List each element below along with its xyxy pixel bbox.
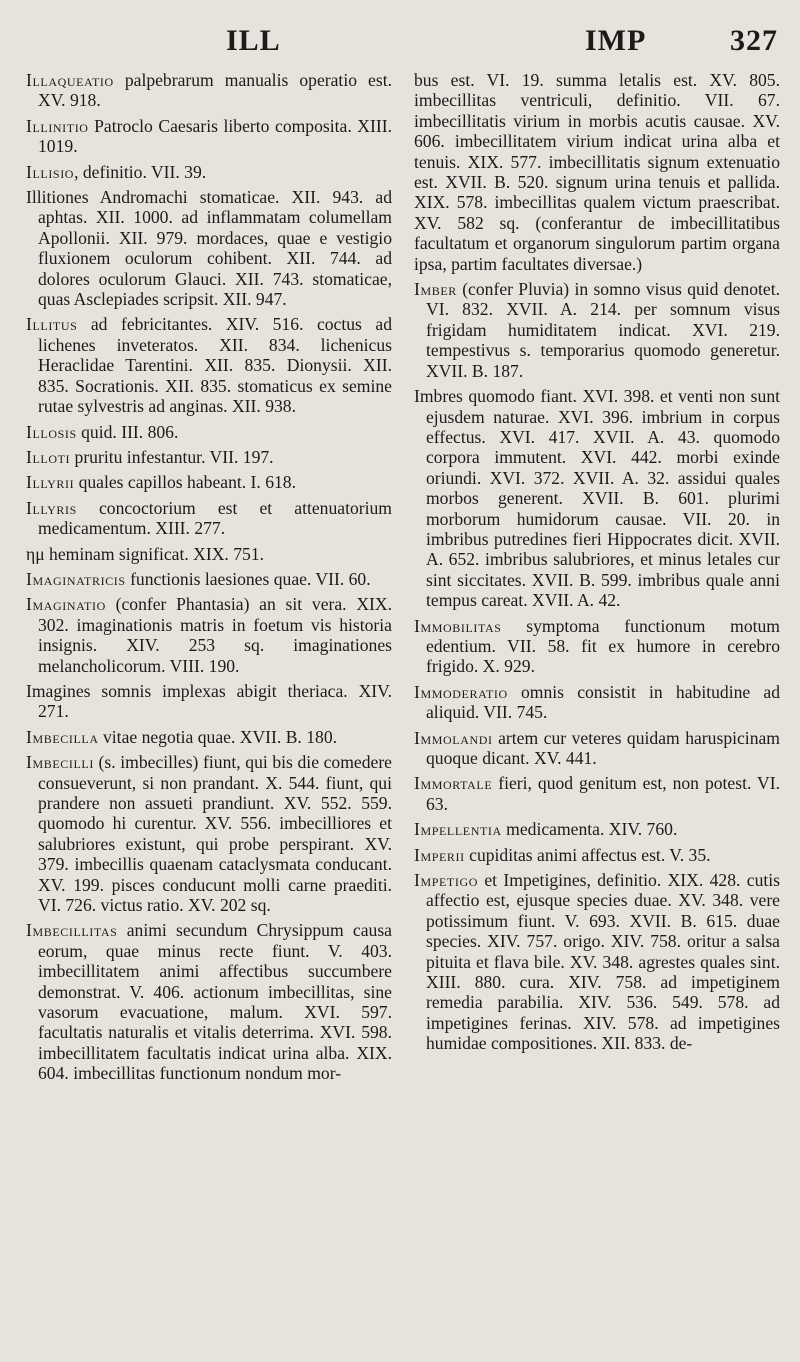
entry-text: Imagines somnis implexas abigit theriaca. XIV. 271.: [26, 680, 392, 722]
index-entry: [26, 752, 392, 915]
index-entry: [414, 819, 780, 839]
entry-lemma: Immortale: [414, 773, 493, 794]
index-entry: [26, 472, 392, 492]
entry-lemma: Imbecilli: [26, 752, 94, 773]
entry-text: (s. imbecilles) fiunt, qui bis die comedere consueverunt, si non prandant. X. 544. fiunt, qui prandere non assueti prandiunt. XV. 552. 559. quomodo hi curentur. XV. 556. imbecilliores et salubriores existunt, qui probe perspirant. XV. 379. imbecillis quaenam cataclysmata conducant. XV. 199. pisces conducunt molli carne praediti. VI. 726. victus ratio. XV. 202 sq.: [38, 752, 392, 916]
running-head-left: ILL: [226, 24, 281, 57]
index-entry: [26, 422, 392, 442]
index-entry: [26, 498, 392, 539]
entry-lemma: Illosis: [26, 421, 77, 442]
entry-lemma: Immolandi: [414, 727, 493, 748]
index-entry: [414, 616, 780, 677]
entry-text: Imbres quomodo fiant. XVI. 398. et venti non sunt ejusdem naturae. XVI. 396. imbrium in corpus effectus. XVI. 417. XVII. A. 43. quomodo corpora immutent. XVI. 442. morbi exinde oriundi. XVI. 372. XVII. A. 32. assidui quales morbos generent. XVII. B. 601. plurimi morborum humidorum causae. VII. 20. in imbribus putredines fieri Hippocrates dicit. XVII. A. 652. imbribus salubriores, et minus letales cur sint siccitates. XVII. B. 599. imbribus quale anni tempus careat. XVII. A. 42.: [414, 386, 780, 611]
entry-lemma: Illoti: [26, 446, 71, 467]
entry-text: (confer Pluvia) in somno visus quid denotet. VI. 832. XVII. A. 214. per somnum visus frigidam humiditatem indicat. XVI. 219. tempestivus s. temporarius quomodo generetur. XVII. B. 187.: [426, 279, 780, 381]
entry-text: artem cur veteres quidam haruspicinam quoque dicant. XV. 441.: [426, 727, 780, 768]
entry-lemma: Illisio: [26, 161, 75, 182]
entry-lemma: Imbecillitas: [26, 920, 118, 941]
entry-text: animi secundum Chrysippum causa eorum, quae minus recte fiunt. V. 403. imbecillitatem animi affectibus succumbere demonstrat. V. 406. actionum imbecillitas, sine vasorum evacuatione, malum. XVI. 597. facultatis naturalis et vitalis deterrima. XVI. 598. imbecillitatem facultatis indicat urina alba. XIX. 604. imbecillitas functionum nondum mor-: [38, 920, 392, 1084]
index-entry: [26, 314, 392, 416]
entry-lemma: Imbecilla: [26, 726, 99, 747]
entry-lemma: Immoderatio: [414, 681, 508, 702]
entry-lemma: Illinitio: [26, 115, 89, 136]
index-entry: [26, 116, 392, 157]
entry-text: , definitio. VII. 39.: [74, 161, 207, 182]
index-entry: [26, 681, 392, 722]
index-entry: [414, 682, 780, 723]
index-entry: [26, 70, 392, 111]
entry-lemma: Impetigo: [414, 870, 478, 891]
right-column: [414, 70, 780, 1089]
entry-text: (confer Phantasia) an sit vera. XIX. 302. imaginationis matris in foetum vis historia insignis. XIV. 253 sq. imaginationes melancholicorum. VIII. 190.: [38, 594, 392, 676]
index-entry: [414, 279, 780, 381]
entry-text: symptoma functionum motum edentium. VII. 58. fit ex humore in cerebro frigido. X. 929.: [426, 615, 780, 677]
running-head-right: IMP: [585, 24, 647, 57]
entry-lemma: Illitus: [26, 314, 78, 335]
entry-text: quid. III. 806.: [76, 421, 179, 442]
index-entry: [26, 727, 392, 747]
entry-text: ad febricitantes. XIV. 516. coctus ad lichenes inveteratos. XII. 834. lichenicus Heraclidae Tarentini. XII. 835. Dionysii. XII. 835. Socrationis. XII. 835. stomaticus ex semine rutae sylvestris ad anginas. XII. 938.: [38, 314, 392, 417]
entry-text: functionis laesiones quae. VII. 60.: [125, 568, 371, 589]
index-entry: [26, 920, 392, 1083]
index-entry: [414, 70, 780, 274]
entry-text: palpebrarum manualis operatio est. XV. 918.: [38, 70, 392, 111]
entry-text: Patroclo Caesaris liberto composita. XIII. 1019.: [38, 115, 392, 157]
entry-text: quales capillos habeant. I. 618.: [74, 472, 296, 493]
entry-text: omnis consistit in habitudine ad aliquid. VII. 745.: [426, 681, 780, 723]
entry-lemma: Illyrii: [26, 472, 75, 493]
entry-text: medicamenta. XIV. 760.: [501, 819, 678, 840]
entry-text: Illitiones Andromachi stomaticae. XII. 943. ad aphtas. XII. 1000. ad inflammatam columellam Apollonii. XII. 979. mordaces, quae e vestigio fluxionem oculorum cohibent. XII. 744. ad dolores oculorum Glauci. XII. 743. stomaticae, quas Asclepiades scripsit. XII. 947.: [26, 187, 392, 310]
entry-lemma: Impellentia: [414, 819, 502, 840]
entry-lemma: Illaqueatio: [26, 70, 114, 90]
entry-text: bus est. VI. 19. summa letalis est. XV. 805. imbecillitas ventriculi, definitio. VII. 67. imbecillitatis virium in morbis acutis causae. XV. 606. imbecillitatem virium indicat urina alba et tenuis. XIX. 577. imbecillitatis signum extenuatio est. XVII. B. 520. signum urina tenuis et pallida. XIX. 578. imbecillitas qualem victum praescribat. XV. 582 sq. (conferantur de imbecillitatibus facultatum et organorum singulorum partim organa ipsa, partim facultates diversae.): [414, 70, 780, 274]
entry-lemma: Imber: [414, 279, 457, 300]
entry-text: concoctorium est et attenuatorium medicamentum. XIII. 277.: [38, 497, 392, 539]
entry-text: ημ heminam significat. XIX. 751.: [26, 543, 265, 564]
entry-text: et Impetigines, definitio. XIX. 428. cutis affectio est, ejusque species duae. XV. 348. vere potissimum fiunt. V. 693. XVII. B. 615. duae species. XIV. 757. origo. XIV. 758. oritur a salsa pituita et flava bile. XV. 348. agrestes quales sint. XIII. 880. cura. XIV. 758. ad impetiginem remedia parabilia. XIV. 536. 549. 578. ad impetigines ferinas. XIV. 578. ad impetigines humidae compositiones. XII. 833. de-: [426, 870, 780, 1054]
entry-lemma: Imperii: [414, 844, 465, 865]
page-number: 327: [730, 24, 778, 57]
entry-text: cupiditas animi affectus est. V. 35.: [464, 844, 711, 865]
index-entry: [26, 594, 392, 676]
entry-lemma: Illyris: [26, 497, 77, 518]
index-entry: [414, 845, 780, 865]
entry-text: vitae negotia quae. XVII. B. 180.: [98, 726, 338, 747]
entry-text: pruritu infestantur. VII. 197.: [70, 446, 274, 467]
index-entry: [414, 870, 780, 1054]
index-entry: [26, 544, 392, 564]
page-header: [26, 0, 782, 70]
entry-lemma: Imaginatricis: [26, 568, 126, 589]
index-entry: [26, 447, 392, 467]
index-entry: [26, 569, 392, 589]
entry-text: fieri, quod genitum est, non potest. VI. 63.: [426, 773, 780, 814]
index-entry: [414, 728, 780, 769]
index-columns: [26, 70, 782, 1089]
left-column: [26, 70, 392, 1089]
index-entry: [26, 162, 392, 182]
entry-lemma: Imaginatio: [26, 594, 106, 615]
index-entry: [414, 386, 780, 610]
index-entry: [26, 187, 392, 309]
entry-lemma: Immobilitas: [414, 615, 502, 636]
index-entry: [414, 773, 780, 814]
